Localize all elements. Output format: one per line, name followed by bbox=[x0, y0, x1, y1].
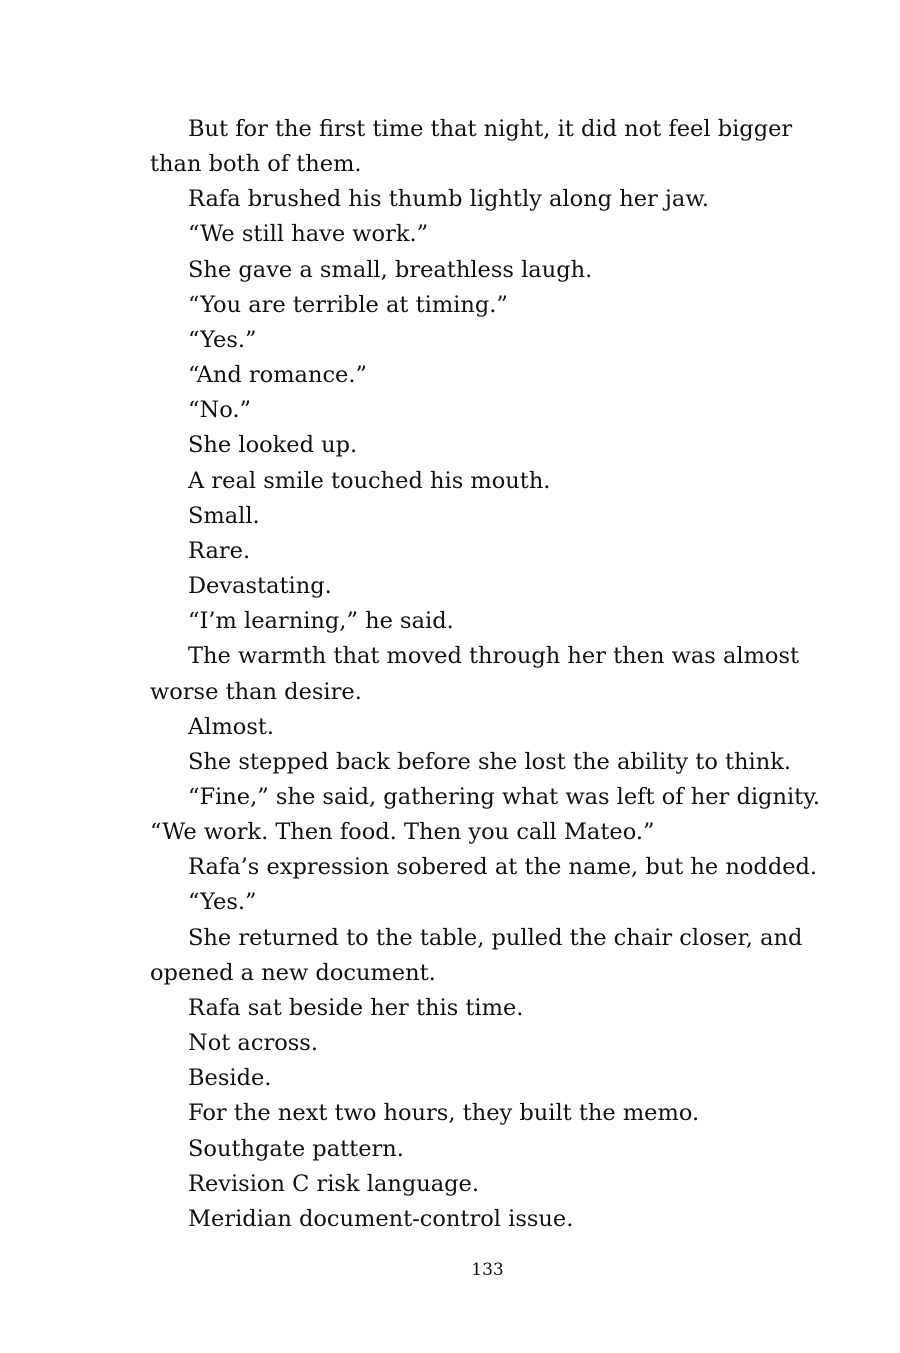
paragraph bbox=[150, 288, 815, 323]
paragraph bbox=[150, 428, 815, 463]
page-number: 133 bbox=[471, 1260, 504, 1280]
paragraph-line: Rare. bbox=[188, 537, 251, 564]
paragraph-line: She returned to the table, pulled the chair closer, and bbox=[188, 924, 803, 951]
paragraph-line: opened a new document. bbox=[150, 959, 436, 986]
paragraph bbox=[150, 1096, 815, 1131]
paragraph-line: A real smile touched his mouth. bbox=[188, 467, 551, 494]
paragraph bbox=[150, 780, 821, 850]
paragraph-line: Rafa’s expression sobered at the name, but he nodded. bbox=[188, 854, 818, 881]
page-body-text bbox=[150, 112, 821, 1237]
paragraph bbox=[150, 850, 818, 885]
paragraph bbox=[150, 112, 815, 182]
paragraph-line: Southgate pattern. bbox=[188, 1135, 404, 1162]
paragraph bbox=[150, 323, 815, 358]
paragraph-line: Small. bbox=[188, 502, 260, 529]
paragraph bbox=[150, 710, 815, 745]
paragraph-line: Almost. bbox=[188, 713, 275, 740]
paragraph-line: Rafa sat beside her this time. bbox=[188, 994, 524, 1021]
paragraph-line: She looked up. bbox=[188, 432, 358, 459]
paragraph bbox=[150, 921, 815, 991]
paragraph-line: The warmth that moved through her then was almost bbox=[188, 643, 800, 670]
paragraph bbox=[150, 1202, 815, 1237]
paragraph-line: “Yes.” bbox=[188, 326, 257, 353]
paragraph bbox=[150, 1026, 815, 1061]
paragraph bbox=[150, 569, 815, 604]
paragraph bbox=[150, 991, 815, 1026]
paragraph-line: Beside. bbox=[188, 1065, 272, 1092]
paragraph bbox=[150, 1132, 815, 1167]
paragraph-line: She gave a small, breathless laugh. bbox=[188, 256, 593, 283]
paragraph-line: She stepped back before she lost the ability to think. bbox=[188, 748, 792, 775]
paragraph bbox=[150, 639, 815, 709]
paragraph-line: Meridian document-control issue. bbox=[188, 1205, 574, 1232]
paragraph bbox=[150, 604, 815, 639]
paragraph-line: Rafa brushed his thumb lightly along her jaw. bbox=[188, 186, 710, 213]
paragraph bbox=[150, 182, 815, 217]
paragraph-line: Not across. bbox=[188, 1030, 318, 1057]
paragraph bbox=[150, 393, 815, 428]
paragraph-line: “You are terrible at timing.” bbox=[188, 291, 508, 318]
paragraph bbox=[150, 499, 815, 534]
paragraph-line: For the next two hours, they built the memo. bbox=[188, 1100, 700, 1127]
paragraph bbox=[150, 745, 815, 780]
paragraph bbox=[150, 217, 815, 252]
paragraph-line: But for the first time that night, it did not feel bigger bbox=[188, 116, 793, 142]
paragraph bbox=[150, 253, 815, 288]
paragraph bbox=[150, 1167, 815, 1202]
paragraph bbox=[150, 358, 815, 393]
paragraph bbox=[150, 885, 815, 920]
paragraph-line: worse than desire. bbox=[150, 678, 362, 705]
paragraph-line: “Yes.” bbox=[188, 889, 257, 916]
paragraph-line: than both of them. bbox=[150, 151, 362, 178]
paragraph-line: “We still have work.” bbox=[188, 221, 429, 248]
paragraph-line: Revision C risk language. bbox=[188, 1170, 480, 1197]
paragraph-line: “We work. Then food. Then you call Mateo.” bbox=[150, 819, 655, 846]
paragraph-line: Devastating. bbox=[188, 573, 332, 600]
paragraph bbox=[150, 534, 815, 569]
paragraph-line: “And romance.” bbox=[188, 362, 368, 389]
paragraph-line: “No.” bbox=[188, 397, 251, 424]
paragraph bbox=[150, 464, 815, 499]
paragraph-line: “Fine,” she said, gathering what was left of her dignity. bbox=[188, 783, 821, 810]
paragraph-line: “I’m learning,” he said. bbox=[188, 608, 454, 635]
paragraph bbox=[150, 1061, 815, 1096]
